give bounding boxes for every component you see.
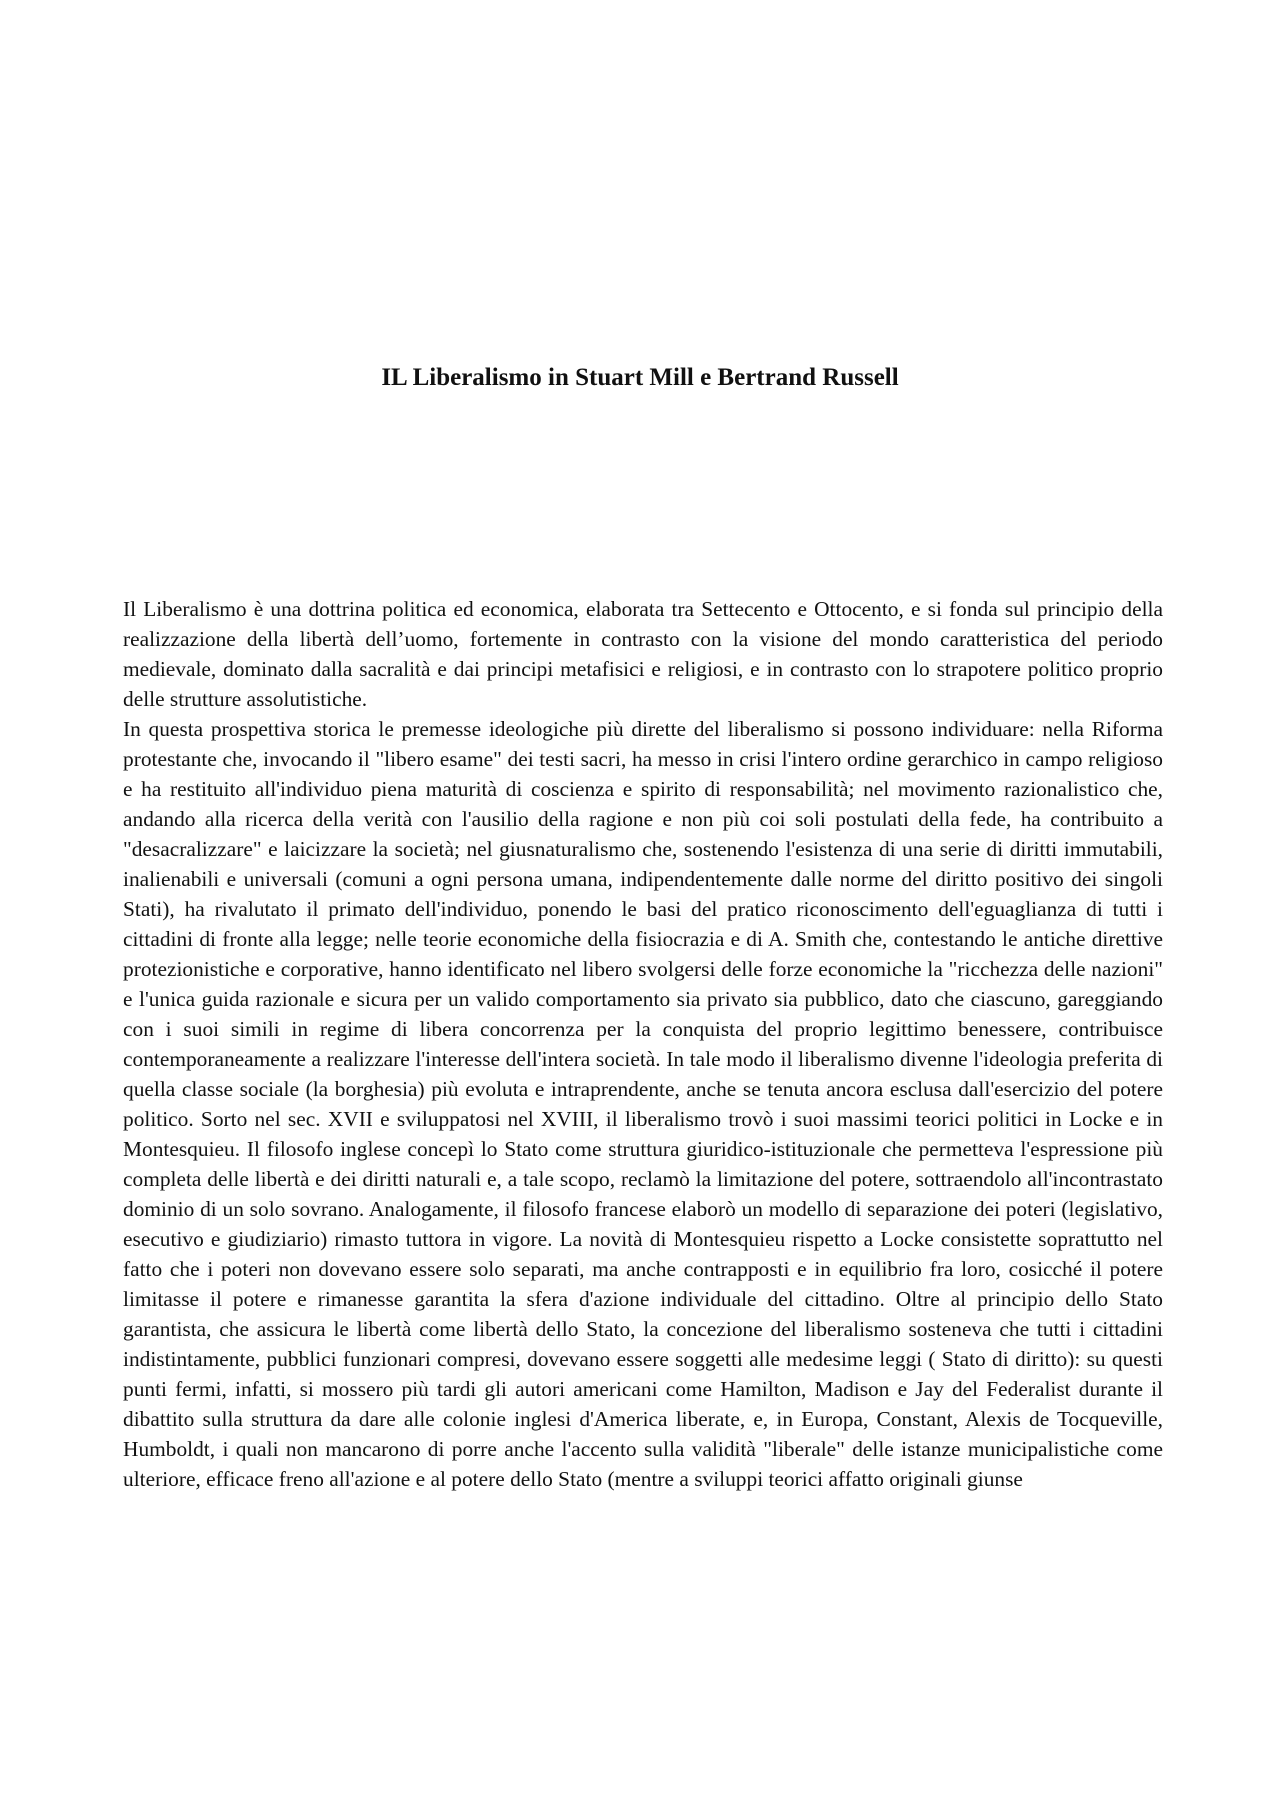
paragraph-intro: Il Liberalismo è una dottrina politica ed economica, elaborata tra Settecento e Ottocento, e si fonda sul principio della realizzazione della libertà dell’uomo, fortemente in contrasto con la visione del mondo caratteristica del periodo medievale, dominato dalla sacralità e dai principi metafisici e religiosi, e in contrasto con lo strapotere politico proprio delle strutture assolutistiche. (123, 597, 1163, 711)
document-title: IL Liberalismo in Stuart Mill e Bertrand Russell (381, 364, 899, 391)
paragraph-historical-premises: In questa prospettiva storica le premesse ideologiche più dirette del liberalismo si possono individuare: nella Riforma protestante che, invocando il "libero esame" dei testi sacri, ha messo in crisi l'intero ordine gerarchico in campo religioso e ha restituito all'individuo piena maturità di coscienza e spirito di responsabilità; nel movimento razionalistico che, andando alla ricerca della verità con l'ausilio della ragione e non più coi soli postulati della fede, ha contribuito a "desacralizzare" e laicizzare la società; nel giusnaturalismo che, sostenendo l'esistenza di una serie di diritti immutabili, inalienabili e universali (comuni a ogni persona umana, indipendentemente dalle norme del diritto positivo dei singoli Stati), ha rivalutato il primato dell'individuo, ponendo le basi del pratico riconoscimento dell'eguaglianza di tutti i cittadini di fronte alla legge; nelle teorie economiche della fisiocrazia e di A. Smith che, contestando le antiche direttive protezionistiche e corporative, hanno identificato nel libero svolgersi delle forze economiche la "ricchezza delle nazioni" e l'unica guida razionale e sicura per un valido comportamento sia privato sia pubblico, dato che ciascuno, gareggiando con i suoi simili in regime di libera concorrenza per la conquista del proprio legittimo benessere, contribuisce contemporaneamente a realizzare l'interesse dell'intera società. In tale modo il liberalismo divenne l'ideologia preferita di quella classe sociale (la borghesia) più evoluta e intraprendente, anche se tenuta ancora esclusa dall'esercizio del potere politico. Sorto nel sec. XVII e sviluppatosi nel XVIII, il liberalismo trovò i suoi massimi teorici politici in Locke e in Montesquieu. Il filosofo inglese concepì lo Stato come struttura giuridico-istituzionale che permetteva l'espressione più completa delle libertà e dei diritti naturali e, a tale scopo, reclamò la limitazione del potere, sottraendolo all'incontrastato dominio di un solo sovrano. Analogamente, il filosofo francese elaborò un modello di separazione dei poteri (legislativo, esecutivo e giudiziario) rimasto tuttora in vigore. La novità di Montesquieu rispetto a Locke consistette soprattutto nel fatto che i poteri non dovevano essere solo separati, ma anche contrapposti e in equilibrio fra loro, cosicché il potere limitasse il potere e rimanesse garantita la sfera d'azione individuale del cittadino. Oltre al principio dello Stato garantista, che assicura le libertà come libertà dello Stato, la concezione del liberalismo sosteneva che tutti i cittadini indistintamente, pubblici funzionari compresi, dovevano essere soggetti alle medesime leggi ( Stato di diritto): su questi punti fermi, infatti, si mossero più tardi gli autori americani come Hamilton, Madison e Jay del Federalist durante il dibattito sulla struttura da dare alle colonie inglesi d'America liberate, e, in Europa, Constant, Alexis de Tocqueville, Humboldt, i quali non mancarono di porre anche l'accento sulla validità "liberale" delle istanze municipalistiche come ulteriore, efficace freno all'azione e al potere dello Stato (mentre a sviluppi teorici affatto originali giunse (123, 717, 1163, 1491)
document-body (123, 594, 1163, 1494)
